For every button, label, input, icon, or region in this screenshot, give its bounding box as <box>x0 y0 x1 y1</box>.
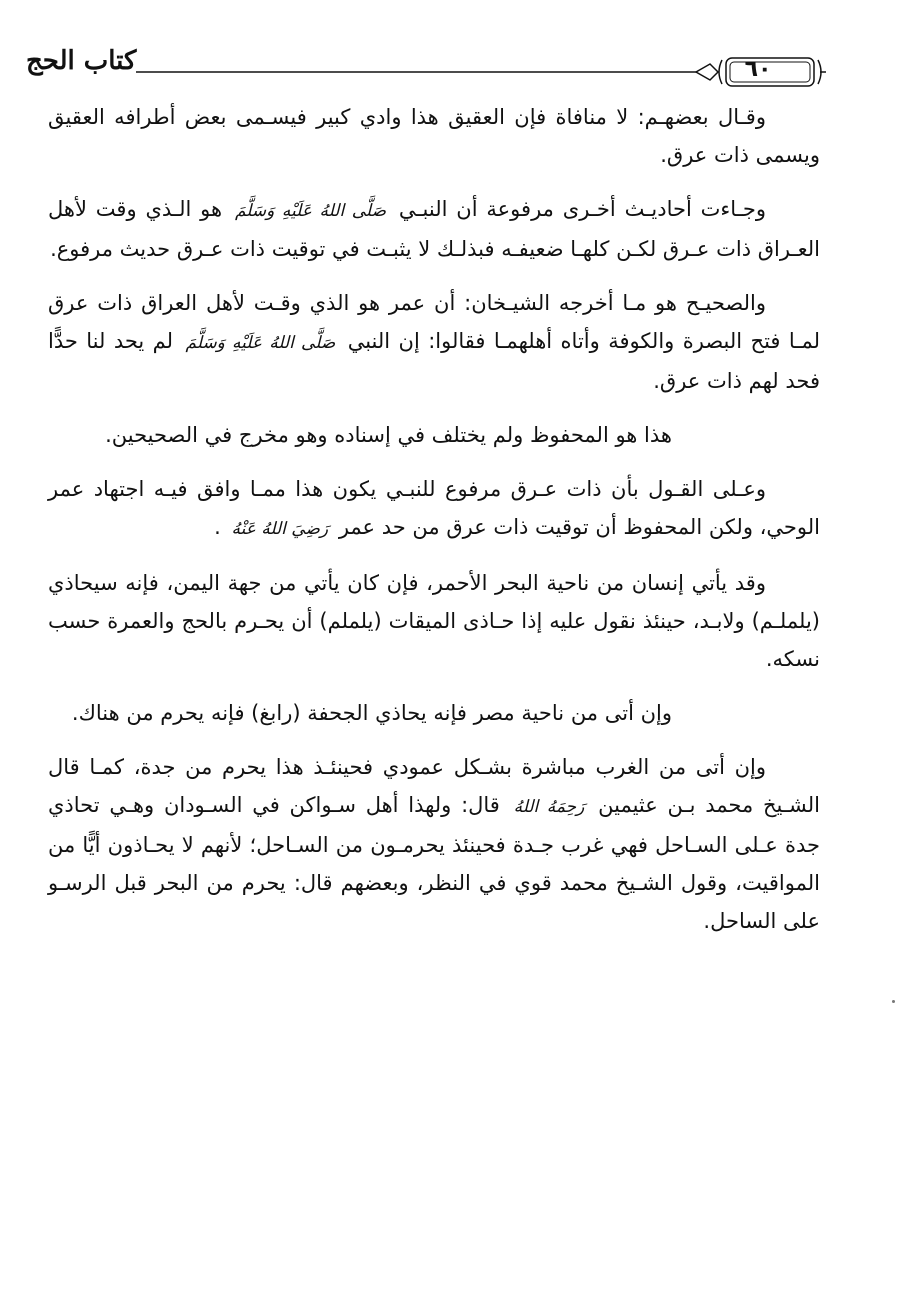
paragraph-text: وقد يأتي إنسان من ناحية البحر الأحمر، فإن كان يأتي من جهة اليمن، فإنه سيحاذي (يلملـم) ولابـد، حينئذ نقول عليه إذا حـاذى الميقات (يلملم) أن يحـرم بالحج والعمرة حسب نسكه. <box>48 571 820 671</box>
paragraph-text: قال: ولهذا أهل سـواكن في السـودان وهـي تحاذي جدة عـلى السـاحل فهي غرب جـدة فحينئذ يحرمـون من السـاحل؛ لأنهم لا يحـاذون أيًّا من المواقيت، وقول الشـيخ محمد قوي في النظر، وبعضهم قال: يحرم من البحر قبل الرسـو على الساحل. <box>48 793 820 933</box>
book-title: كتاب الحج <box>26 46 137 76</box>
honorific-phrase: رَضِيَ اللهُ عَنْهُ <box>231 519 329 539</box>
paragraph <box>48 748 820 940</box>
margin-dot <box>892 1000 895 1003</box>
paragraph-text: وإن أتى من ناحية مصر فإنه يحاذي الجحفة (رابغ) فإنه يحرم من هناك. <box>71 701 672 725</box>
paragraph-text: وإن أتى من الغرب مباشرة بشـكل عمودي فحينئـذ هذا يحرم من جدة، كمـا قال الشـيخ محمد بـن عثيمين <box>48 755 820 817</box>
paragraph <box>48 284 820 400</box>
paragraph-text: هو الـذي وقت لأهل العـراق ذات عـرق لكـن كلهـا ضعيفـه فبذلـك لا يثبـت في توقيت ذات عـرق حديث مرفوع. <box>48 197 820 261</box>
honorific-phrase: رَحِمَهُ اللهُ <box>513 797 585 817</box>
paragraph-text: وعـلى القـول بأن ذات عـرق مرفوع للنبـي يكون هذا ممـا وافق فيـه اجتهاد عمر الوحي، ولكن المحفوظ أن توقيت ذات عرق من حد عمر <box>48 477 820 539</box>
page-body <box>48 98 820 956</box>
honorific-phrase: صَلَّى اللهُ عَلَيْهِ وَسَلَّمَ <box>185 333 336 353</box>
paragraph-text: وقـال بعضهـم: لا منافاة فإن العقيق هذا وادي كبير فيسـمى بعض أطرافه العقيق ويسمى ذات عرق. <box>48 105 820 167</box>
honorific-phrase: صَلَّى اللهُ عَلَيْهِ وَسَلَّمَ <box>234 201 386 221</box>
paragraph-text: . <box>214 515 221 539</box>
paragraph-text: لم يحد لنا حدًّا فحد لهم ذات عرق. <box>48 329 820 393</box>
paragraph <box>48 470 820 548</box>
paragraph <box>48 416 820 454</box>
page-number: ٦٠ <box>744 57 772 82</box>
paragraph-text: هذا هو المحفوظ ولم يختلف في إسناده وهو مخرج في الصحيحين. <box>105 423 672 447</box>
paragraph <box>48 564 820 678</box>
paragraph <box>48 694 820 732</box>
paragraph <box>48 98 820 174</box>
paragraph-text: وجـاءت أحاديـث أخـرى مرفوعة أن النبـي <box>398 197 766 221</box>
paragraph <box>48 190 820 268</box>
page-header <box>26 44 826 98</box>
paragraph-text: والصحيـح هو مـا أخرجه الشيـخان: أن عمر هو الذي وقـت لأهل العراق ذات عرق لمـا فتح البصرة والكوفة وأتاه أهلهمـا فقالوا: إن النبي <box>48 291 820 353</box>
